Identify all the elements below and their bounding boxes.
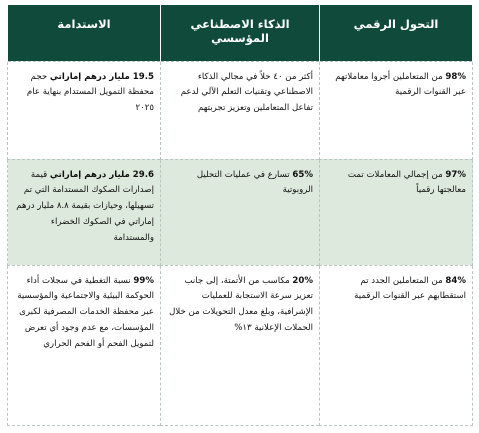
table-cell [161, 265, 320, 425]
table-row [8, 265, 473, 425]
cell-text: من إجمالي المعاملات تمت معالجتها رقمياً [347, 169, 466, 196]
table-cell [320, 159, 473, 265]
table-header-row [8, 5, 473, 61]
table-cell [8, 61, 161, 159]
table-row [8, 61, 473, 159]
cell-highlight: 99% [133, 275, 154, 286]
cell-text: من المتعاملين أجروا معاملاتهم عبر القنوات الرقمية [335, 71, 466, 98]
table-cell [161, 61, 320, 159]
stats-table [7, 5, 473, 426]
header-enterprise-ai: الذكاء الاصطناعي المؤسسي [161, 5, 320, 61]
header-sustainability: الاستدامة [8, 5, 161, 61]
header-digital-transformation: التحول الرقمي [320, 5, 473, 61]
cell-text: تسارع في عمليات التحليل الروبوتية [196, 169, 313, 196]
cell-highlight: 20% [292, 275, 313, 286]
stats-table-container [7, 5, 472, 425]
cell-text: حجم محفظة التمويل المستدام بنهاية عام ٢٠٢٥ [26, 71, 154, 114]
table-cell [8, 159, 161, 265]
cell-highlight: 97% [445, 169, 466, 180]
table-cell [320, 265, 473, 425]
table-row [8, 159, 473, 265]
cell-highlight: 98% [445, 71, 466, 82]
cell-text: من المتعاملين الجدد تم استقطابهم عبر القنوات الرقمية [354, 275, 466, 302]
table-cell [320, 61, 473, 159]
cell-text: أكثر من ٤٠ حلاً في مجالي الذكاء الاصطناعي وتقنيات التعلم الآلي لدعم تفاعل المتعاملين وتعزيز تجربتهم [180, 71, 313, 114]
cell-highlight: 19.5 مليار درهم إماراتي [49, 71, 154, 82]
cell-highlight: 29.6 مليار درهم إماراتي [49, 169, 154, 180]
cell-text: نسبة التغطية في سجلات أداء الحوكمة البيئية والاجتماعية والمؤسسية عبر محفظة الخدمات المصرفية لكبرى المؤسسات، مع عدم وجود أي تعرض لتمويل الفحم أو الفحم الحراري [17, 275, 154, 350]
cell-highlight: 84% [445, 275, 466, 286]
cell-text: مكاسب من الأتمتة، إلى جانب تعزيز سرعة الاستجابة للعمليات الإشرافية، وبلغ معدل التحويلات من خلال الحملات الإعلانية ١٣% [169, 275, 313, 334]
table-cell [8, 265, 161, 425]
cell-text: قيمة إصدارات الصكوك المستدامة التي تم تسهيلها، وحيازات بقيمة ٨.٨ مليار درهم إماراتي في الصكوك الخضراء والمستدامة [16, 169, 154, 244]
cell-highlight: 65% [292, 169, 313, 180]
table-cell [161, 159, 320, 265]
